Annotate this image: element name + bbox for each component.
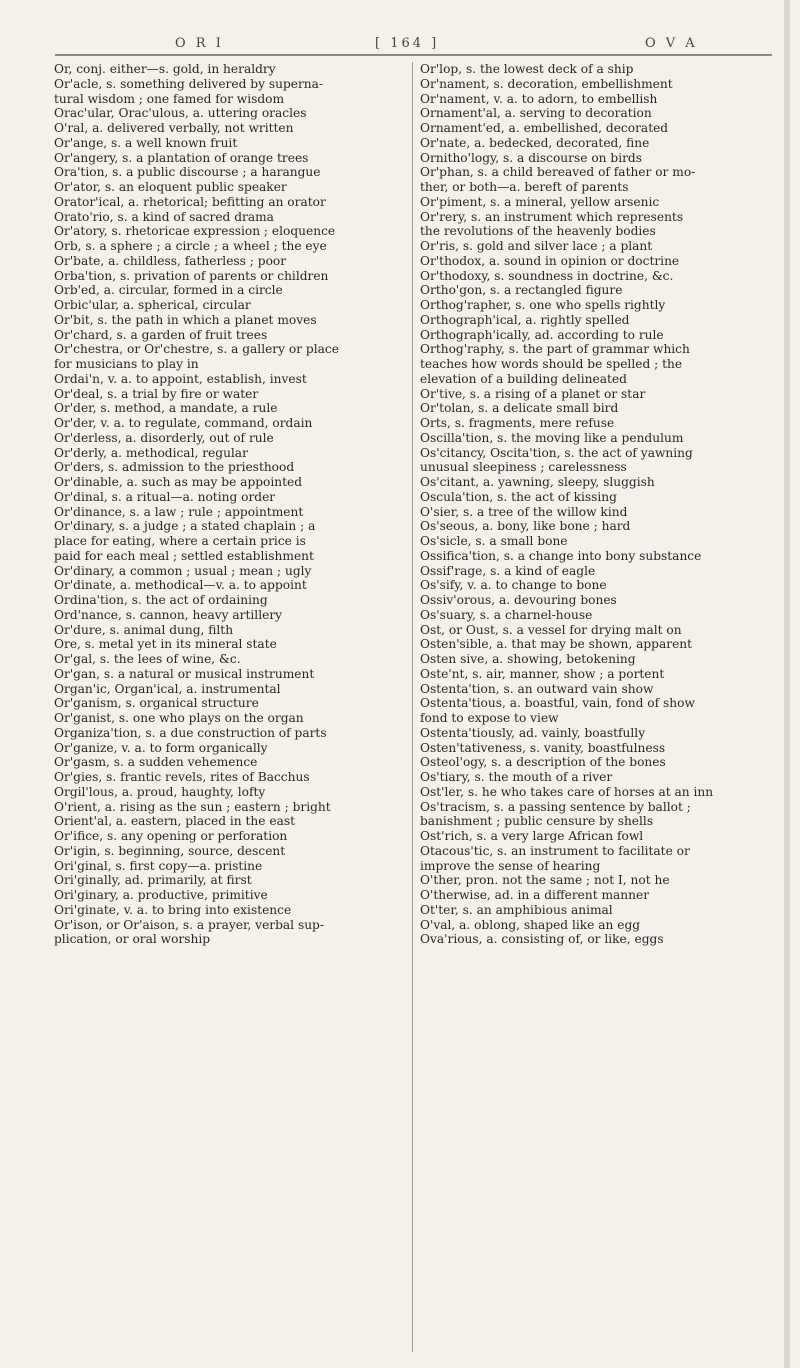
dictionary-line: Or'tolan, s. a delicate small bird [420,401,619,416]
header-rule [55,54,772,56]
dictionary-line: Ordina'tion, s. the act of ordaining [54,593,268,607]
dictionary-line: Ora'tion, s. a public discourse ; a harangue [54,165,321,180]
page-edge [784,0,790,1368]
dictionary-line: Ori'ginate, v. a. to bring into existence [54,902,292,917]
dictionary-line: Ossifica'tion, s. a change into bony substance [420,548,702,563]
dictionary-line: Or'derly, a. methodical, regular [54,445,248,460]
dictionary-line: Orgil'lous, a. proud, haughty, lofty [54,784,266,799]
dictionary-line: O'sier, s. a tree of the willow kind [420,504,628,519]
dictionary-line: Osten sive, a. showing, betokening [420,652,636,666]
dictionary-line: Ostenta'tiously, ad. vainly, boastfully [420,725,646,740]
dictionary-line: Orthograph'ical, a. rightly spelled [420,312,630,327]
dictionary-line: Or'ganism, s. organical structure [54,696,259,711]
dictionary-line: Ossiv'orous, a. devouring bones [420,593,617,607]
dictionary-line: Otacous'tic, s. an instrument to facilitate or [420,843,690,858]
dictionary-line: Or'thodox, a. sound in opinion or doctrine [420,253,680,268]
dictionary-line: Or'ders, s. admission to the priesthood [54,460,295,475]
dictionary-line: Or, conj. either—s. gold, in heraldry [54,62,276,76]
dictionary-line: Ornitho'logy, s. a discourse on birds [420,150,642,165]
dictionary-line: Ostenta'tious, a. boastful, vain, fond of show [420,696,695,711]
dictionary-line: Or'tive, s. a rising of a planet or star [420,386,646,401]
header-page-number: [ 164 ] [375,36,440,51]
dictionary-line: Or'piment, s. a mineral, yellow arsenic [420,194,660,209]
dictionary-line: Or'nate, a. bedecked, decorated, fine [420,135,650,150]
dictionary-line: Ore, s. metal yet in its mineral state [54,637,277,652]
dictionary-line: Or'deal, s. a trial by fire or water [54,386,259,401]
header-left-guide: O R I [175,36,224,51]
dictionary-line: Orient'al, a. eastern, placed in the east [54,814,295,829]
dictionary-line: Ostenta'tion, s. an outward vain show [420,681,654,696]
dictionary-line: Or'nament, s. decoration, embellishment [420,76,673,91]
dictionary-line: Or'gan, s. a natural or musical instrument [54,666,315,681]
dictionary-line: Os'tracism, s. a passing sentence by ballot ; [420,799,691,814]
dictionary-line: Oscilla'tion, s. the moving like a pendulum [420,430,684,445]
dictionary-line: Or'bate, a. childless, fatherless ; poor [54,253,287,268]
dictionary-line: Orac'ular, Orac'ulous, a. uttering oracles [54,106,307,121]
dictionary-line: Or'der, s. method, a mandate, a rule [54,401,278,416]
dictionary-line: plication, or oral worship [54,932,211,947]
dictionary-line: Orthog'rapher, s. one who spells rightly [420,298,666,312]
dictionary-line: Or'derless, a. disorderly, out of rule [54,430,274,445]
dictionary-line: Or'ison, or Or'aison, s. a prayer, verbal sup- [54,917,324,932]
dictionary-line: Or'atory, s. rhetoricae expression ; eloquence [54,224,336,239]
dictionary-line: Or'phan, s. a child bereaved of father or mo- [420,165,696,180]
dictionary-line: Ost'rich, s. a very large African fowl [420,829,644,843]
dictionary-line: O'rient, a. rising as the sun ; eastern ; bright [54,799,331,814]
dictionary-line: Organ'ic, Organ'ical, a. instrumental [54,681,281,696]
dictionary-line: improve the sense of hearing [420,858,601,873]
dictionary-line: Ova'rious, a. consisting of, or like, eggs [420,932,664,947]
dictionary-line: Orba'tion, s. privation of parents or children [54,268,329,283]
header-right-guide: O V A [645,36,698,51]
dictionary-line: Orts, s. fragments, mere refuse [420,416,615,430]
dictionary-line: Osten'tativeness, s. vanity, boastfulness [420,740,666,755]
dictionary-line: the revolutions of the heavenly bodies [420,224,656,239]
dictionary-line: Or'dinable, a. such as may be appointed [54,475,303,489]
dictionary-line: for musicians to play in [54,357,199,371]
left-column [54,62,404,947]
dictionary-line: Or'bit, s. the path in which a planet moves [54,312,317,327]
dictionary-line: Or'dinary, s. a judge ; a stated chaplain ; a [54,519,316,534]
dictionary-line: Or'acle, s. something delivered by superna- [54,76,324,91]
dictionary-line: Orato'rio, s. a kind of sacred drama [54,209,274,224]
dictionary-line: Os'suary, s. a charnel-house [420,607,593,622]
dictionary-line: Or'ator, s. an eloquent public speaker [54,180,287,194]
dictionary-line: Ordai'n, v. a. to appoint, establish, invest [54,371,307,386]
dictionary-line: Or'dinance, s. a law ; rule ; appointment [54,504,304,519]
dictionary-line: banishment ; public censure by shells [420,814,654,829]
dictionary-line: teaches how words should be spelled ; the [420,357,683,371]
dictionary-line: Organiza'tion, s. a due construction of parts [54,725,327,740]
dictionary-line: O'therwise, ad. in a different manner [420,888,650,902]
dictionary-line: Ossif'rage, s. a kind of eagle [420,563,596,578]
dictionary-line: ther, or both—a. bereft of parents [420,180,629,194]
dictionary-line: Or'ifice, s. any opening or perforation [54,829,288,843]
dictionary-line: Or'dure, s. animal dung, filth [54,622,234,637]
dictionary-line: Or'gies, s. frantic revels, rites of Bacchus [54,770,310,784]
dictionary-line: tural wisdom ; one famed for wisdom [54,91,285,106]
dictionary-line: Ori'ginary, a. productive, primitive [54,888,268,902]
dictionary-line: Or'angery, s. a plantation of orange trees [54,150,309,165]
dictionary-line: Os'citancy, Oscita'tion, s. the act of yawning [420,445,693,460]
dictionary-line: Os'seous, a. bony, like bone ; hard [420,519,631,534]
dictionary-line: Ortho'gon, s. a rectangled figure [420,283,623,298]
dictionary-line: Osteol'ogy, s. a description of the bones [420,755,666,770]
dictionary-line: Oste'nt, s. air, manner, show ; a portent [420,666,665,681]
dictionary-line: Orbic'ular, a. spherical, circular [54,298,251,312]
dictionary-line: Or'gasm, s. a sudden vehemence [54,755,258,770]
dictionary-line: Or'dinary, a common ; usual ; mean ; ugly [54,563,312,578]
dictionary-line: elevation of a building delineated [420,371,627,386]
dictionary-line: fond to expose to view [420,711,559,725]
dictionary-line: Or'der, v. a. to regulate, command, ordain [54,416,313,430]
dictionary-line: Ornament'al, a. serving to decoration [420,106,652,121]
dictionary-line: Or'chard, s. a garden of fruit trees [54,327,268,342]
dictionary-line: Or'rery, s. an instrument which represents [420,209,684,224]
dictionary-line: Os'sify, v. a. to change to bone [420,578,607,593]
dictionary-line: Or'dinal, s. a ritual—a. noting order [54,489,276,504]
dictionary-line: Oscula'tion, s. the act of kissing [420,489,617,504]
dictionary-line: O'ther, pron. not the same ; not I, not he [420,873,670,888]
dictionary-line: Or'thodoxy, s. soundness in doctrine, &c. [420,268,674,283]
dictionary-line: Or'nament, v. a. to adorn, to embellish [420,91,658,106]
dictionary-line: O'ral, a. delivered verbally, not written [54,121,294,135]
dictionary-line: Or'chestra, or Or'chestre, s. a gallery or place [54,342,339,357]
dictionary-line: Or'ganize, v. a. to form organically [54,740,268,755]
dictionary-line: Ost'ler, s. he who takes care of horses at an inn [420,784,714,799]
dictionary-line: Os'citant, a. yawning, sleepy, sluggish [420,475,655,489]
dictionary-line: Or'igin, s. beginning, source, descent [54,843,286,858]
dictionary-line: Or'ganist, s. one who plays on the organ [54,711,304,725]
dictionary-line: place for eating, where a certain price is [54,534,306,548]
dictionary-line: Ornament'ed, a. embellished, decorated [420,121,669,135]
dictionary-line: Orb, s. a sphere ; a circle ; a wheel ; the eye [54,239,327,253]
dictionary-line: Orthog'raphy, s. the part of grammar which [420,342,690,357]
dictionary-line: Or'dinate, a. methodical—v. a. to appoint [54,578,307,593]
dictionary-line: Ord'nance, s. cannon, heavy artillery [54,607,283,622]
dictionary-line: Orator'ical, a. rhetorical; befitting an orator [54,194,326,209]
dictionary-line: Or'ris, s. gold and silver lace ; a plant [420,239,653,253]
dictionary-line: Orb'ed, a. circular, formed in a circle [54,283,283,298]
dictionary-line: Orthograph'ically, ad. according to rule [420,327,664,342]
dictionary-line: O'val, a. oblong, shaped like an egg [420,917,641,932]
dictionary-line: Or'lop, s. the lowest deck of a ship [420,62,634,76]
dictionary-line: Or'ange, s. a well known fruit [54,135,238,150]
dictionary-line: Ori'ginal, s. first copy—a. pristine [54,858,263,873]
dictionary-line: Os'tiary, s. the mouth of a river [420,770,613,784]
dictionary-line: Osten'sible, a. that may be shown, apparent [420,637,693,652]
dictionary-line: Or'gal, s. the lees of wine, &c. [54,652,241,666]
dictionary-line: unusual sleepiness ; carelessness [420,460,627,475]
dictionary-line: paid for each meal ; settled establishment [54,548,314,563]
right-column [412,62,782,1352]
dictionary-line: Ori'ginally, ad. primarily, at first [54,873,252,888]
dictionary-line: Ost, or Oust, s. a vessel for drying malt on [420,622,682,637]
dictionary-line: Ot'ter, s. an amphibious animal [420,902,613,917]
dictionary-line: Os'sicle, s. a small bone [420,534,568,548]
